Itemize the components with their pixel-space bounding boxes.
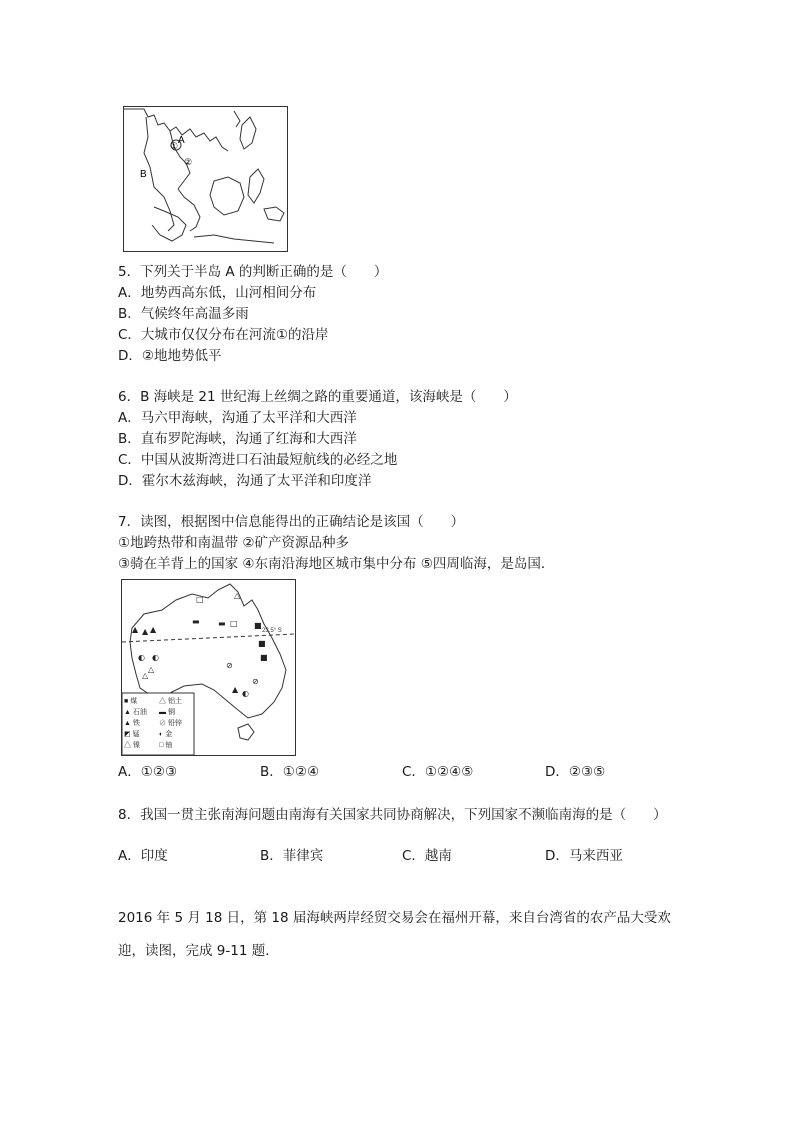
legend-symbol: ▲: [124, 720, 131, 727]
legend-symbol: ▬: [159, 709, 166, 716]
q6-option-a[interactable]: A．马六甲海峡，沟通了太平洋和大西洋: [118, 410, 357, 426]
mineral-symbol: ◐: [242, 689, 249, 698]
q7-statements-2: ③骑在羊背上的国家 ④东南沿海地区城市集中分布 ⑤四周临海，是岛国．: [118, 556, 555, 572]
mineral-symbol: ■: [254, 621, 262, 630]
legend-symbol: △: [124, 742, 131, 749]
legend-symbol: □: [159, 742, 164, 749]
q5-option-c[interactable]: C．大城市仅仅分布在河流①的沿岸: [118, 327, 329, 343]
mineral-symbol: ■: [258, 639, 266, 648]
label-circle-1: ①: [170, 141, 179, 151]
q7-option-a[interactable]: A．①②③: [118, 764, 178, 780]
legend-row: [124, 707, 194, 718]
mineral-symbol: ▬: [218, 619, 226, 628]
legend-symbol: △: [159, 698, 166, 705]
legend-symbol: ◐: [159, 731, 164, 738]
q7-statements-1: ①地跨热带和南温带 ②矿产资源品种多: [118, 535, 349, 551]
label-a: A: [178, 135, 185, 146]
legend-row: [124, 729, 194, 740]
mineral-symbol: ◐: [152, 653, 159, 662]
legend-row: [124, 696, 194, 707]
mineral-symbol: △: [234, 591, 241, 600]
legend-symbol: ■: [124, 698, 129, 705]
legend-label: 石油: [132, 709, 147, 716]
q6-stem: 6．B 海峡是 21 世纪海上丝绸之路的重要通道，该海峡是（ ）: [118, 389, 517, 405]
mineral-symbol: ◐: [138, 653, 145, 662]
tropic-label: 23.5° S: [262, 628, 282, 634]
map-legend: [124, 696, 194, 751]
q8-option-b[interactable]: B．菲律宾: [260, 848, 324, 864]
mineral-symbol: ▲: [132, 625, 139, 634]
mineral-symbol: ▲: [150, 625, 157, 634]
legend-row: [124, 718, 194, 729]
q7-stem: 7．读图，根据图中信息能得出的正确结论是该国（ ）: [118, 514, 465, 530]
australia-mineral-map: [121, 579, 296, 756]
mineral-symbol: ▬: [192, 617, 200, 626]
mineral-symbol: □: [230, 619, 238, 628]
intro-line-2: 迎，读图，完成 9-11 题．: [118, 943, 279, 959]
q8-option-d[interactable]: D．马来西亚: [545, 848, 623, 864]
legend-label: 锰: [132, 731, 140, 738]
q5-option-d[interactable]: D．②地地势低平: [118, 348, 222, 364]
mineral-symbol: ▲: [142, 627, 149, 636]
legend-label: 铅锌: [167, 720, 182, 727]
q8-option-a[interactable]: A．印度: [118, 848, 168, 864]
q7-option-c[interactable]: C．①②④⑤: [402, 764, 474, 780]
legend-symbol: ⊘: [159, 720, 166, 727]
label-circle-2: ②: [184, 157, 193, 167]
mineral-symbol: □: [196, 595, 204, 604]
q7-option-d[interactable]: D．②③⑤: [545, 764, 606, 780]
q5-stem: 5．下列关于半岛 A 的判断正确的是（ ）: [118, 264, 388, 280]
legend-label: 金: [165, 731, 173, 738]
mineral-symbol: ⊘: [226, 661, 233, 670]
mineral-symbol: △: [148, 665, 155, 674]
legend-row: [124, 740, 194, 751]
q6-option-d[interactable]: D．霍尔木兹海峡，沟通了太平洋和印度洋: [118, 473, 372, 489]
q6-option-c[interactable]: C．中国从波斯湾进口石油最短航线的必经之地: [118, 452, 398, 468]
southeast-asia-map: [123, 106, 288, 252]
label-b: B: [140, 169, 147, 180]
q5-option-a[interactable]: A．地势西高东低，山河相间分布: [118, 285, 317, 301]
q6-option-b[interactable]: B．直布罗陀海峡，沟通了红海和大西洋: [118, 431, 357, 447]
legend-label: 铝土: [167, 698, 182, 705]
intro-line-1: 2016 年 5 月 18 日，第 18 届海峡两岸经贸交易会在福州开幕，来自台湾省的农产品大受欢: [118, 910, 671, 926]
q8-stem: 8．我国一贯主张南海问题由南海有关国家共同协商解决，下列国家不濒临南海的是（ ）: [118, 807, 667, 823]
legend-label: 铀: [165, 742, 173, 749]
mineral-symbol: ■: [260, 653, 268, 662]
q7-option-b[interactable]: B．①②④: [260, 764, 320, 780]
legend-label: 铁: [132, 720, 140, 727]
legend-symbol: ◩: [124, 731, 131, 738]
legend-label: 铜: [167, 709, 175, 716]
legend-symbol: ▲: [124, 709, 131, 716]
q8-option-c[interactable]: C．越南: [402, 848, 452, 864]
legend-label: 煤: [130, 698, 138, 705]
legend-label: 镍: [132, 742, 140, 749]
mineral-symbol: △: [142, 671, 149, 680]
mineral-symbol: ⊘: [252, 677, 259, 686]
q5-option-b[interactable]: B．气候终年高温多雨: [118, 306, 249, 322]
mineral-symbol: ▲: [232, 685, 239, 694]
